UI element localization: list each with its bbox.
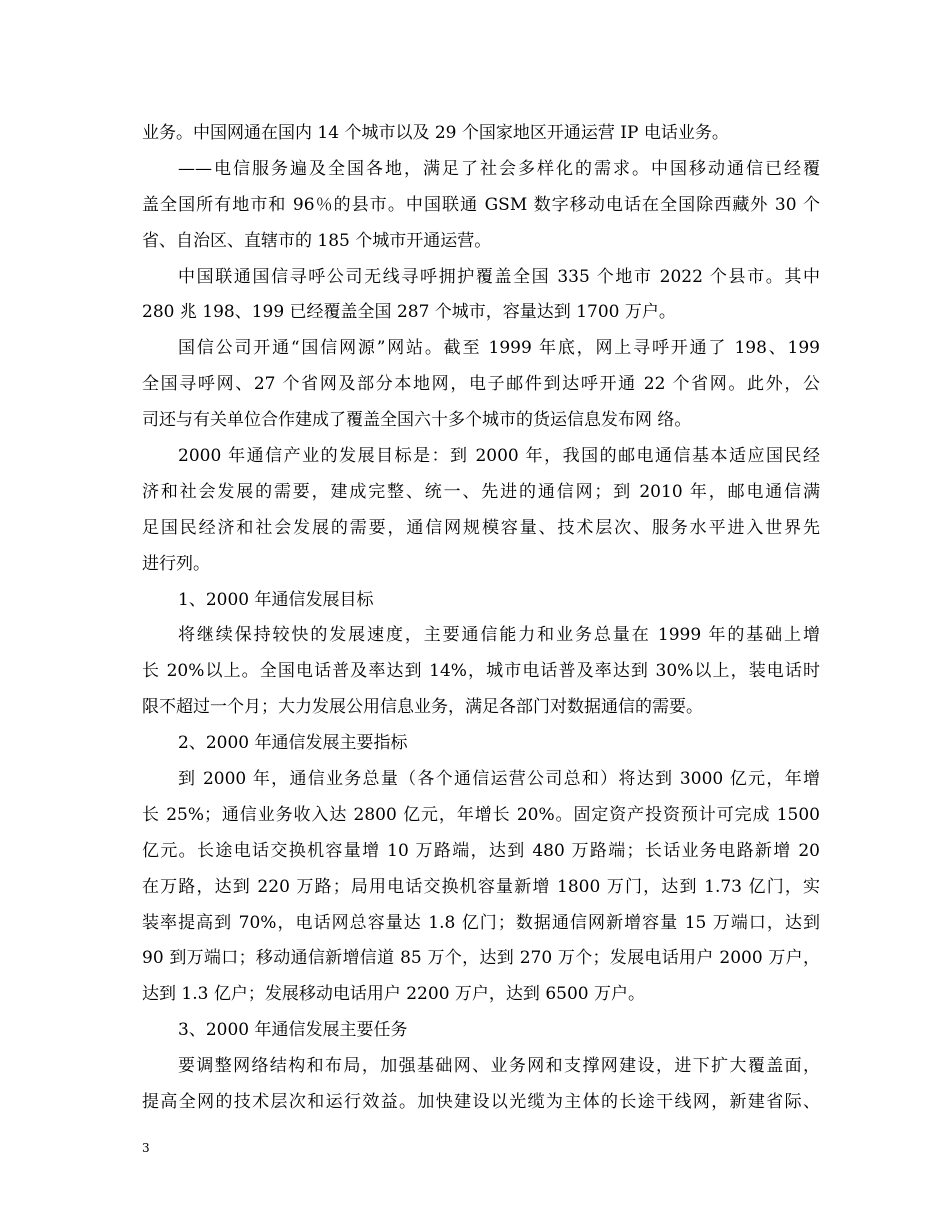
text-line: 省、自治区、直辖市的 185 个城市开通运营。 (142, 230, 492, 251)
text-line: 济和社会发展的需要，建成完整、统一、先进的通信网；到 2010 年，邮电通信满 (142, 481, 820, 502)
text-line: 将继续保持较快的发展速度，主要通信能力和业务总量在 1999 年的基础上增 (178, 625, 820, 646)
text-line: 足国民经济和社会发展的需要，通信网规模容量、技术层次、服务水平进入世界先 (142, 517, 820, 538)
text-line: 提高全网的技术层次和运行效益。加快建设以光缆为主体的长途干线网，新建省际、 (142, 1092, 820, 1113)
text-line: 在万路，达到 220 万路；局用电话交换机容量新增 1800 万门，达到 1.73 亿门，实 (142, 876, 820, 897)
text-line: 限不超过一个月；大力发展公用信息业务，满足各部门对数据通信的需要。 (142, 697, 703, 718)
text-line: 要调整网络结构和布局，加强基础网、业务网和支撑网建设，进下扩大覆盖面， (178, 1056, 820, 1077)
text-line: 进行列。 (142, 553, 210, 574)
text-line: 90 到万端口；移动通信新增信道 85 万个，达到 270 万个；发展电话用户 2000 万户， (142, 948, 820, 969)
text-line: 到 2000 年，通信业务总量（各个通信运营公司总和）将达到 3000 亿元，年增 (178, 769, 820, 790)
text-line: 盖全国所有地市和 96％的县市。中国联通 GSM 数字移动电话在全国除西藏外 30 个 (142, 194, 820, 215)
text-line: 亿元。长途电话交换机容量增 10 万路端，达到 480 万路端；长话业务电路新增 20 (142, 840, 820, 861)
section-heading: 1、2000 年通信发展目标 (178, 589, 374, 610)
text-line: 长 20%以上。全国电话普及率达到 14%，城市电话普及率达到 30%以上，装电话时 (142, 661, 820, 682)
text-line: 业务。中国网通在国内 14 个城市以及 29 个国家地区开通运营 IP 电话业务。 (142, 123, 729, 143)
document-body (142, 116, 820, 1121)
page-number: 3 (142, 1141, 150, 1155)
text-line: 全国寻呼网、27 个省网及部分本地网，电子邮件到达呼开通 22 个省网。此外，公 (142, 374, 820, 395)
text-line: 中国联通国信寻呼公司无线寻呼拥护覆盖全国 335 个地市 2022 个县市。其中 (178, 266, 820, 287)
text-line: ——电信服务遍及全国各地，满足了社会多样化的需求。中国移动通信已经覆 (178, 158, 820, 179)
text-line: 装率提高到 70%，电话网总容量达 1.8 亿门；数据通信网新增容量 15 万端口，达到 (142, 912, 820, 933)
text-line: 长 25%；通信业务收入达 2800 亿元，年增长 20%。固定资产投资预计可完成 1500 (142, 804, 820, 825)
text-line: 2000 年通信产业的发展目标是：到 2000 年，我国的邮电通信基本适应国民经 (178, 446, 820, 467)
text-line: 280 兆 198、199 已经覆盖全国 287 个城市，容量达到 1700 万户。 (142, 302, 676, 323)
text-line: 司还与有关单位合作建成了覆盖全国六十多个城市的货运信息发布网 络。 (142, 410, 692, 431)
text-line: 国信公司开通“国信网源”网站。截至 1999 年底，网上寻呼开通了 198、199 (178, 338, 820, 359)
section-heading: 3、2000 年通信发展主要任务 (178, 1020, 408, 1041)
section-heading: 2、2000 年通信发展主要指标 (178, 733, 408, 754)
text-line: 达到 1.3 亿户；发展移动电话用户 2200 万户，达到 6500 万户。 (142, 984, 645, 1005)
